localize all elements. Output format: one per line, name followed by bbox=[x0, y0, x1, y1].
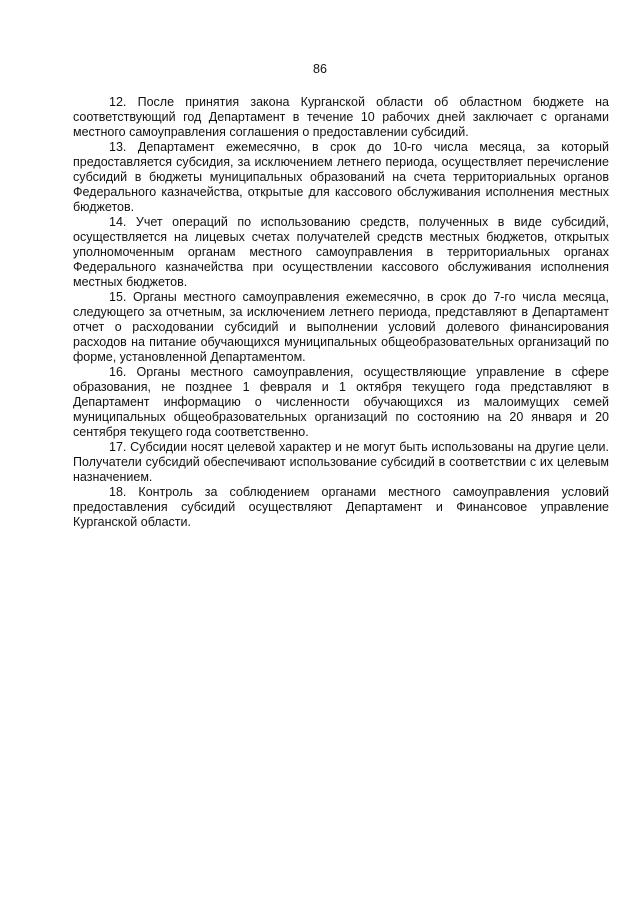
paragraph-17: 17. Субсидии носят целевой характер и не могут быть использованы на другие цели. Получатели субсидий обеспечивают использование субсидий в соответствии с их целевым назначением. bbox=[73, 440, 609, 484]
paragraph-14: 14. Учет операций по использованию средств, полученных в виде субсидий, осуществляется на лицевых счетах получателей средств местных бюджетов, открытых уполномоченным органам местного самоуправления в территориальных органах Федерального казначейства при осуществлении кассового обслуживания исполнения местных бюджетов. bbox=[73, 215, 609, 289]
paragraph-13: 13. Департамент ежемесячно, в срок до 10-го числа месяца, за который предоставляется субсидия, за исключением летнего периода, осуществляет перечисление субсидий в бюджеты муниципальных образований на счета территориальных органов Федерального казначейства, открытые для кассового обслуживания исполнения местных бюджетов. bbox=[73, 140, 609, 214]
paragraph-16: 16. Органы местного самоуправления, осуществляющие управление в сфере образования, не позднее 1 февраля и 1 октября текущего года представляют в Департамент информацию о численности обучающихся из малоимущих семей муниципальных общеобразовательных организаций по состоянию на 20 января и 20 сентября текущего года соответственно. bbox=[73, 365, 609, 439]
paragraph-12: 12. После принятия закона Курганской области об областном бюджете на соответствующий год Департамент в течение 10 рабочих дней заключает с органами местного самоуправления соглашения о предоставлении субсидий. bbox=[73, 95, 609, 139]
paragraph-15: 15. Органы местного самоуправления ежемесячно, в срок до 7-го числа месяца, следующего за отчетным, за исключением летнего периода, представляют в Департамент отчет о расходовании субсидий и выполнении условий долевого финансирования расходов на питание обучающихся муниципальных общеобразовательных организаций по форме, установленной Департаментом. bbox=[73, 290, 609, 364]
paragraph-18: 18. Контроль за соблюдением органами местного самоуправления условий предоставления субсидий осуществляют Департамент и Финансовое управление Курганской области. bbox=[73, 485, 609, 529]
page-number: 86 bbox=[313, 62, 327, 76]
document-body bbox=[73, 95, 609, 530]
